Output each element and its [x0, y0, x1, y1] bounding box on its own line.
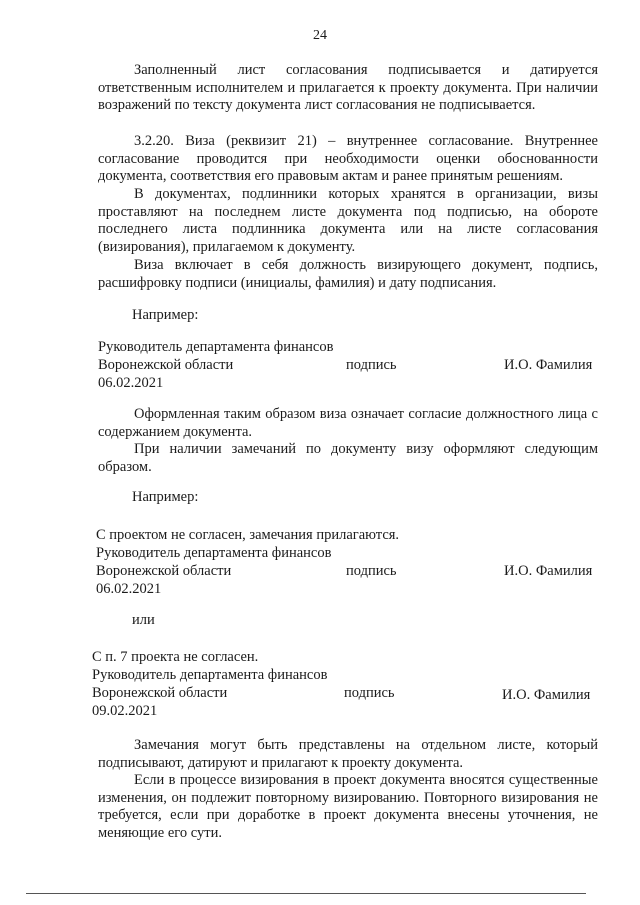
- visa-name: И.О. Фамилия: [502, 687, 591, 703]
- visa-position-line2: Воронежской области: [98, 357, 234, 373]
- example-label: Например:: [132, 489, 199, 505]
- page-number: 24: [313, 28, 327, 43]
- visa-signature: подпись: [346, 357, 397, 373]
- visa-signature: подпись: [344, 685, 395, 701]
- visa-signature: подпись: [346, 563, 397, 579]
- visa-remark: С проектом не согласен, замечания прилагаются.: [96, 527, 400, 543]
- visa-position-line1: Руководитель департамента финансов: [96, 545, 332, 561]
- footer-rule: [26, 893, 586, 894]
- or-label: или: [132, 612, 155, 628]
- visa-date: 09.02.2021: [92, 703, 158, 719]
- visa-name: И.О. Фамилия: [504, 563, 593, 579]
- visa-position-line1: Руководитель департамента финансов: [98, 339, 334, 355]
- visa-remark: С п. 7 проекта не согласен.: [92, 649, 259, 665]
- paragraph-visa-remarks: При наличии замечаний по документу визу оформляют следующим образом.: [98, 441, 598, 475]
- visa-date: 06.02.2021: [96, 581, 162, 597]
- visa-date: 06.02.2021: [98, 375, 164, 391]
- visa-position-line1: Руководитель департамента финансов: [92, 667, 328, 683]
- example-label: Например:: [132, 307, 199, 323]
- paragraph-visa-placement: В документах, подлинники которых хранятся в организации, визы проставляют на последнем листе документа под подписью, на обороте последнего листа подлинника документа или на листе согласования (визирования), прилагаемом к документу.: [98, 186, 598, 255]
- visa-name: И.О. Фамилия: [504, 357, 593, 373]
- visa-position-line2: Воронежской области: [96, 563, 232, 579]
- paragraph-visa-contents: Виза включает в себя должность визирующего документ, подпись, расшифровку подписи (инициалы, фамилия) и дату подписания.: [98, 257, 598, 291]
- paragraph-visa-definition: 3.2.20. Виза (реквизит 21) – внутреннее согласование. Внутреннее согласование проводится при необходимости оценки обоснованности документа, соответствия его правовым актам и ранее принятым решениям.: [98, 133, 598, 185]
- paragraph-signed-sheet: Заполненный лист согласования подписывается и датируется ответственным исполнителем и прилагается к проекту документа. При наличии возражений по тексту документа лист согласования не подписывается.: [98, 62, 598, 114]
- paragraph-visa-consent: Оформленная таким образом виза означает согласие должностного лица с содержанием документа.: [98, 406, 598, 440]
- paragraph-re-approval: Если в процессе визирования в проект документа вносятся существенные изменения, он подлежит повторному визированию. Повторного визирования не требуется, если при доработке в проект документа внесены уточнения, не меняющие его сути.: [98, 772, 598, 841]
- visa-position-line2: Воронежской области: [92, 685, 228, 701]
- paragraph-separate-sheet: Замечания могут быть представлены на отдельном листе, который подписывают, датируют и прилагают к проекту документа.: [98, 737, 598, 771]
